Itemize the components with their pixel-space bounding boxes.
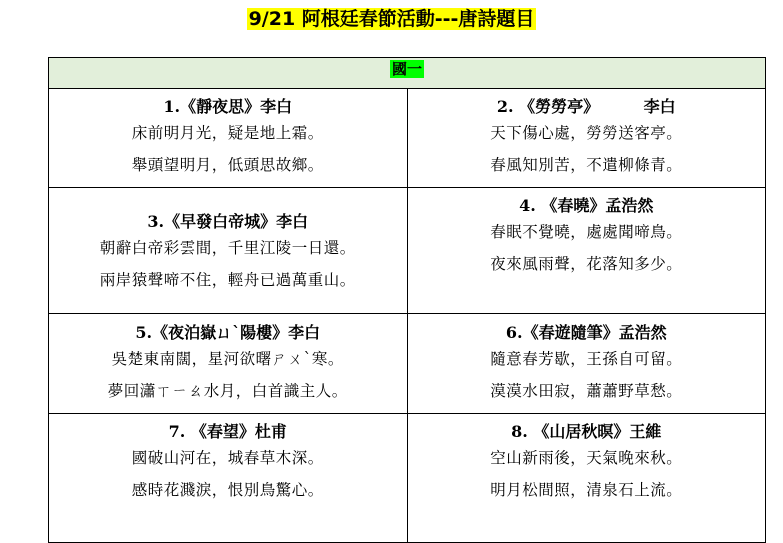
poem-title: 4. 《春曉》孟浩然 xyxy=(519,196,654,215)
page-title-text: 9/21 阿根廷春節活動---唐詩題目 xyxy=(248,8,535,30)
poem-cell xyxy=(407,188,766,314)
table-row xyxy=(49,314,766,414)
poem-line: 明月松間照，清泉石上流。 xyxy=(490,481,683,499)
poem-line: 舉頭望明月，低頭思故鄉。 xyxy=(131,156,324,174)
poem-line: 國破山河在，城春草木深。 xyxy=(131,449,324,467)
page-title xyxy=(0,6,783,32)
poem-title: 3.《早發白帝城》李白 xyxy=(147,212,309,231)
poem-line: 兩岸猿聲啼不住，輕舟已過萬重山。 xyxy=(99,271,356,289)
table-row xyxy=(49,414,766,543)
poem-cell xyxy=(407,89,766,188)
poem-table xyxy=(48,57,766,543)
poem-title: 7. 《春望》杜甫 xyxy=(168,422,287,441)
poem-line: 春風知別苦，不遣柳條青。 xyxy=(490,156,683,174)
poem-cell xyxy=(49,314,408,414)
poem-line: 床前明月光，疑是地上霜。 xyxy=(131,124,324,142)
poem-title: 2. 《勞勞亭》 李白 xyxy=(496,97,676,116)
poem-line: 夢回瀟ㄒㄧㄠ水月，白首識主人。 xyxy=(107,382,348,400)
table-row xyxy=(49,89,766,188)
poem-line: 夜來風雨聲，花落知多少。 xyxy=(490,255,683,273)
grade-label: 國一 xyxy=(391,60,422,78)
poem-cell xyxy=(49,188,408,314)
poem-cell xyxy=(407,314,766,414)
poem-cell xyxy=(49,89,408,188)
poem-line: 春眠不覺曉，處處聞啼鳥。 xyxy=(490,223,683,241)
poem-cell xyxy=(407,414,766,543)
poem-line: 隨意春芳歇，王孫自可留。 xyxy=(490,350,683,368)
poem-title: 6.《春遊隨筆》孟浩然 xyxy=(505,323,667,342)
poem-line: 漠漠水田寂，蕭蕭野草愁。 xyxy=(490,382,683,400)
poem-cell xyxy=(49,414,408,543)
poem-line: 吳楚東南闊，星河欲曙ㄕㄨˋ寒。 xyxy=(111,350,344,368)
table-row xyxy=(49,188,766,314)
grade-header-cell xyxy=(49,58,766,89)
poem-line: 空山新雨後，天氣晚來秋。 xyxy=(490,449,683,467)
poem-line: 天下傷心處，勞勞送客亭。 xyxy=(490,124,683,142)
poem-title: 8. 《山居秋暝》王維 xyxy=(511,422,662,441)
grade-header-row xyxy=(49,58,766,89)
poem-line: 感時花濺淚，恨別鳥驚心。 xyxy=(131,481,324,499)
poem-title: 5.《夜泊嶽ㄩˋ陽樓》李白 xyxy=(135,323,321,342)
poem-title: 1.《靜夜思》李白 xyxy=(163,97,293,116)
poem-line: 朝辭白帝彩雲間，千里江陵一日還。 xyxy=(99,239,356,257)
